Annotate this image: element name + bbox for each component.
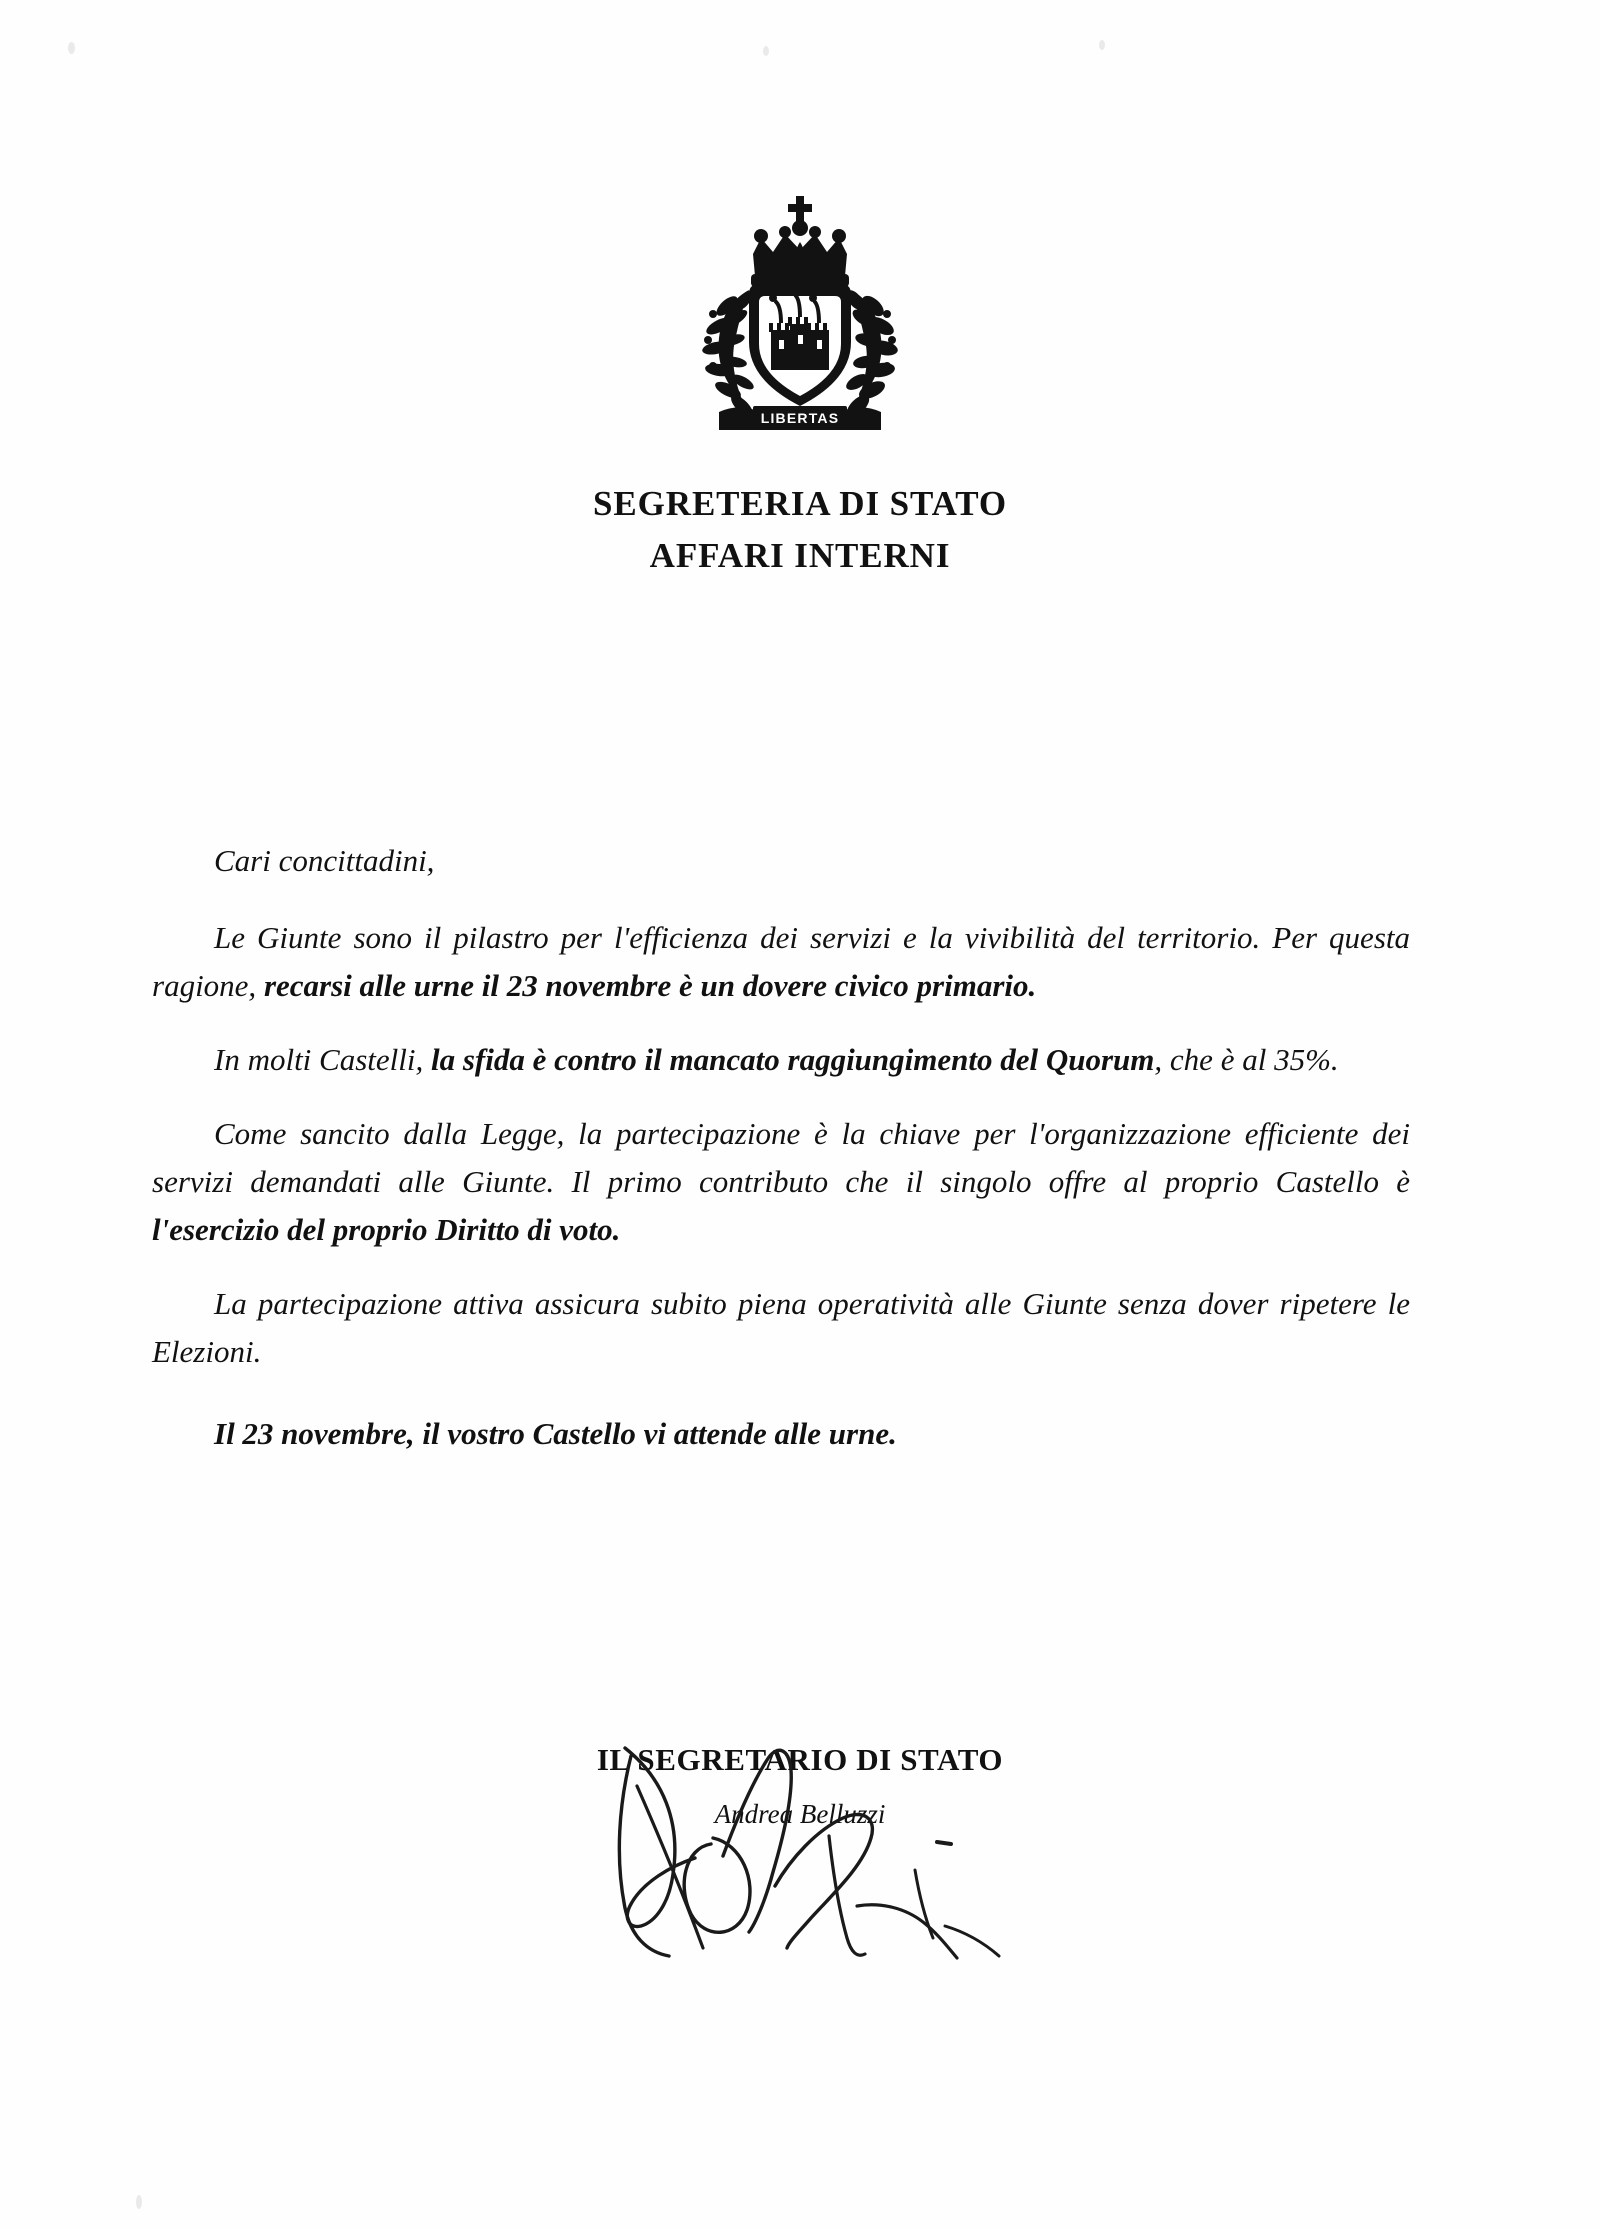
run-plain: In molti Castelli,: [214, 1042, 431, 1077]
letterhead: [0, 478, 1600, 582]
coat-of-arms: [675, 190, 925, 430]
scan-artifact: [763, 46, 769, 56]
paragraph-3: [152, 1110, 1410, 1254]
run-bold: l'esercizio del proprio Diritto di voto.: [152, 1212, 621, 1247]
signature-title: IL SEGRETARIO DI STATO: [596, 1742, 1004, 1777]
run-bold: Il 23 novembre, il vostro Castello vi attende alle urne.: [214, 1416, 897, 1451]
run-plain: , che è al 35%.: [1154, 1042, 1339, 1077]
paragraph-4: [152, 1280, 1410, 1376]
run-plain: Le Giunte sono il pilastro per l'efficienza dei servizi e la vivibilità del territorio. Per questa ragione,: [152, 920, 1410, 1003]
paragraph-1: [152, 914, 1410, 1010]
scan-artifact: [1099, 40, 1105, 50]
letterhead-line-2: AFFARI INTERNI: [649, 536, 951, 575]
run-plain: Come sancito dalla Legge, la partecipazione è la chiave per l'organizzazione efficiente dei servizi demandati alle Giunte. Il primo contributo che il singolo offre al proprio Castello è: [152, 1116, 1410, 1199]
greeting: Cari concittadini,: [214, 843, 435, 878]
run-plain: La partecipazione attiva assicura subito piena operatività alle Giunte senza dover ripetere le Elezioni.: [152, 1286, 1410, 1369]
signature-block: [0, 1740, 1600, 1834]
run-bold: recarsi alle urne il 23 novembre è un dovere civico primario.: [263, 968, 1037, 1003]
letter-body: [152, 838, 1410, 1484]
crest-container: [0, 190, 1600, 430]
run-bold: la sfida è contro il mancato raggiungimento del Quorum: [431, 1042, 1155, 1077]
letterhead-line-1: SEGRETERIA DI STATO: [593, 484, 1007, 523]
signature-name: Andrea Belluzzi: [714, 1799, 886, 1829]
scan-artifact: [136, 2195, 142, 2209]
svg-text:LIBERTAS: LIBERTAS: [760, 410, 840, 426]
paragraph-5-closing: [152, 1410, 1410, 1458]
scan-artifact: [68, 42, 75, 54]
paragraph-2: [152, 1036, 1410, 1084]
